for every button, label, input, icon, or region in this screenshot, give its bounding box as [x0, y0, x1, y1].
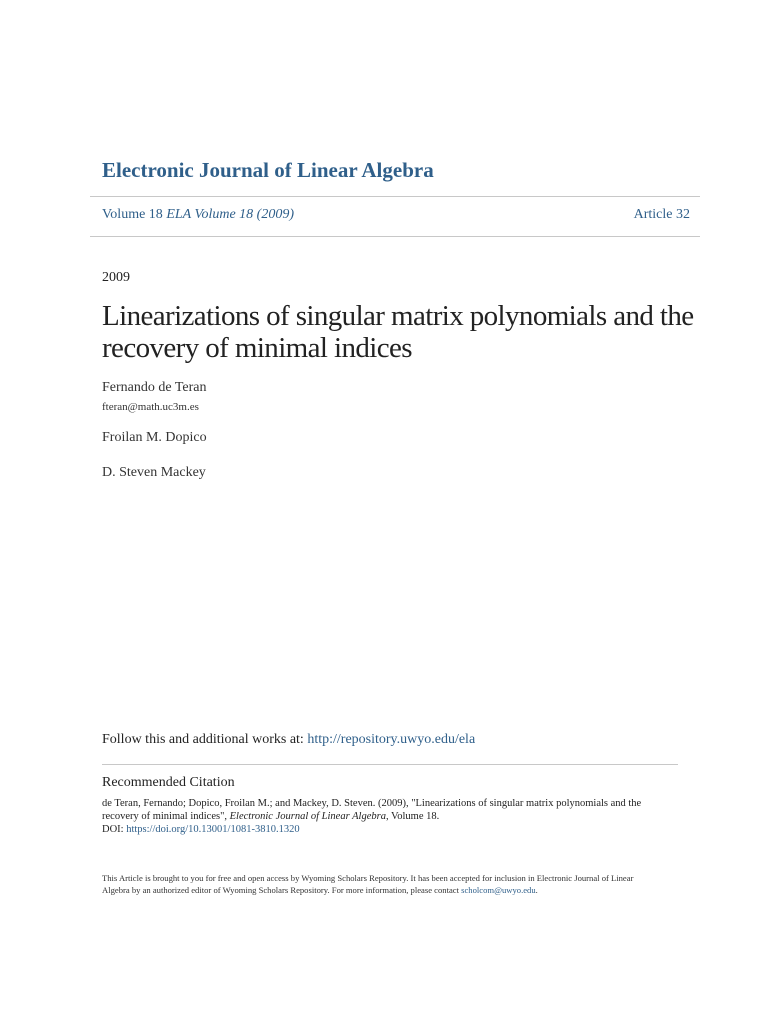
- footer-notice: [102, 872, 662, 896]
- citation-part: , Volume 18.: [385, 811, 440, 822]
- doi-link[interactable]: https://doi.org/10.13001/1081-3810.1320: [126, 824, 300, 835]
- follow-line: [102, 732, 475, 748]
- article-number-link[interactable]: Article 32: [633, 207, 690, 222]
- volume-link[interactable]: Volume 18: [102, 207, 163, 222]
- author-name: D. Steven Mackey: [102, 465, 206, 480]
- article-title: Linearizations of singular matrix polynomials and the recovery of minimal indices: [102, 300, 694, 364]
- citation-heading: Recommended Citation: [102, 775, 235, 790]
- journal-title-link[interactable]: Electronic Journal of Linear Algebra: [102, 158, 434, 182]
- footer-end: .: [535, 885, 538, 895]
- citation-divider: [102, 764, 678, 765]
- author-email: fteran@math.uc3m.es: [102, 401, 199, 413]
- doi-label: DOI:: [102, 824, 127, 835]
- contact-email-link[interactable]: scholcom@uwyo.edu: [461, 885, 536, 895]
- citation-text: [102, 797, 662, 836]
- author-name: Froilan M. Dopico: [102, 430, 207, 445]
- author-name: Fernando de Teran: [102, 380, 207, 395]
- follow-label: Follow this and additional works at:: [102, 732, 308, 747]
- top-divider: [90, 196, 700, 197]
- footer-text: This Article is brought to you for free and open access by Wyoming Scholars Repository. It has been accepted for inclusion in Electronic Journal of Linear Algebra by an authorized editor of Wyoming Scholars Repository. For more information, please contact: [102, 873, 634, 895]
- publication-year: 2009: [102, 270, 130, 285]
- issue-link[interactable]: ELA Volume 18 (2009): [166, 207, 294, 222]
- repository-link[interactable]: http://repository.uwyo.edu/ela: [307, 732, 476, 747]
- volume-line: [102, 207, 690, 223]
- citation-journal: Electronic Journal of Linear Algebra: [229, 811, 386, 822]
- citation-part: de Teran, Fernando; Dopico, Froilan M.; and Mackey, D. Steven. (2009), "Linearizations of singular matrix polynomials and the recovery of minimal indices",: [102, 798, 642, 822]
- volume-divider: [90, 236, 700, 237]
